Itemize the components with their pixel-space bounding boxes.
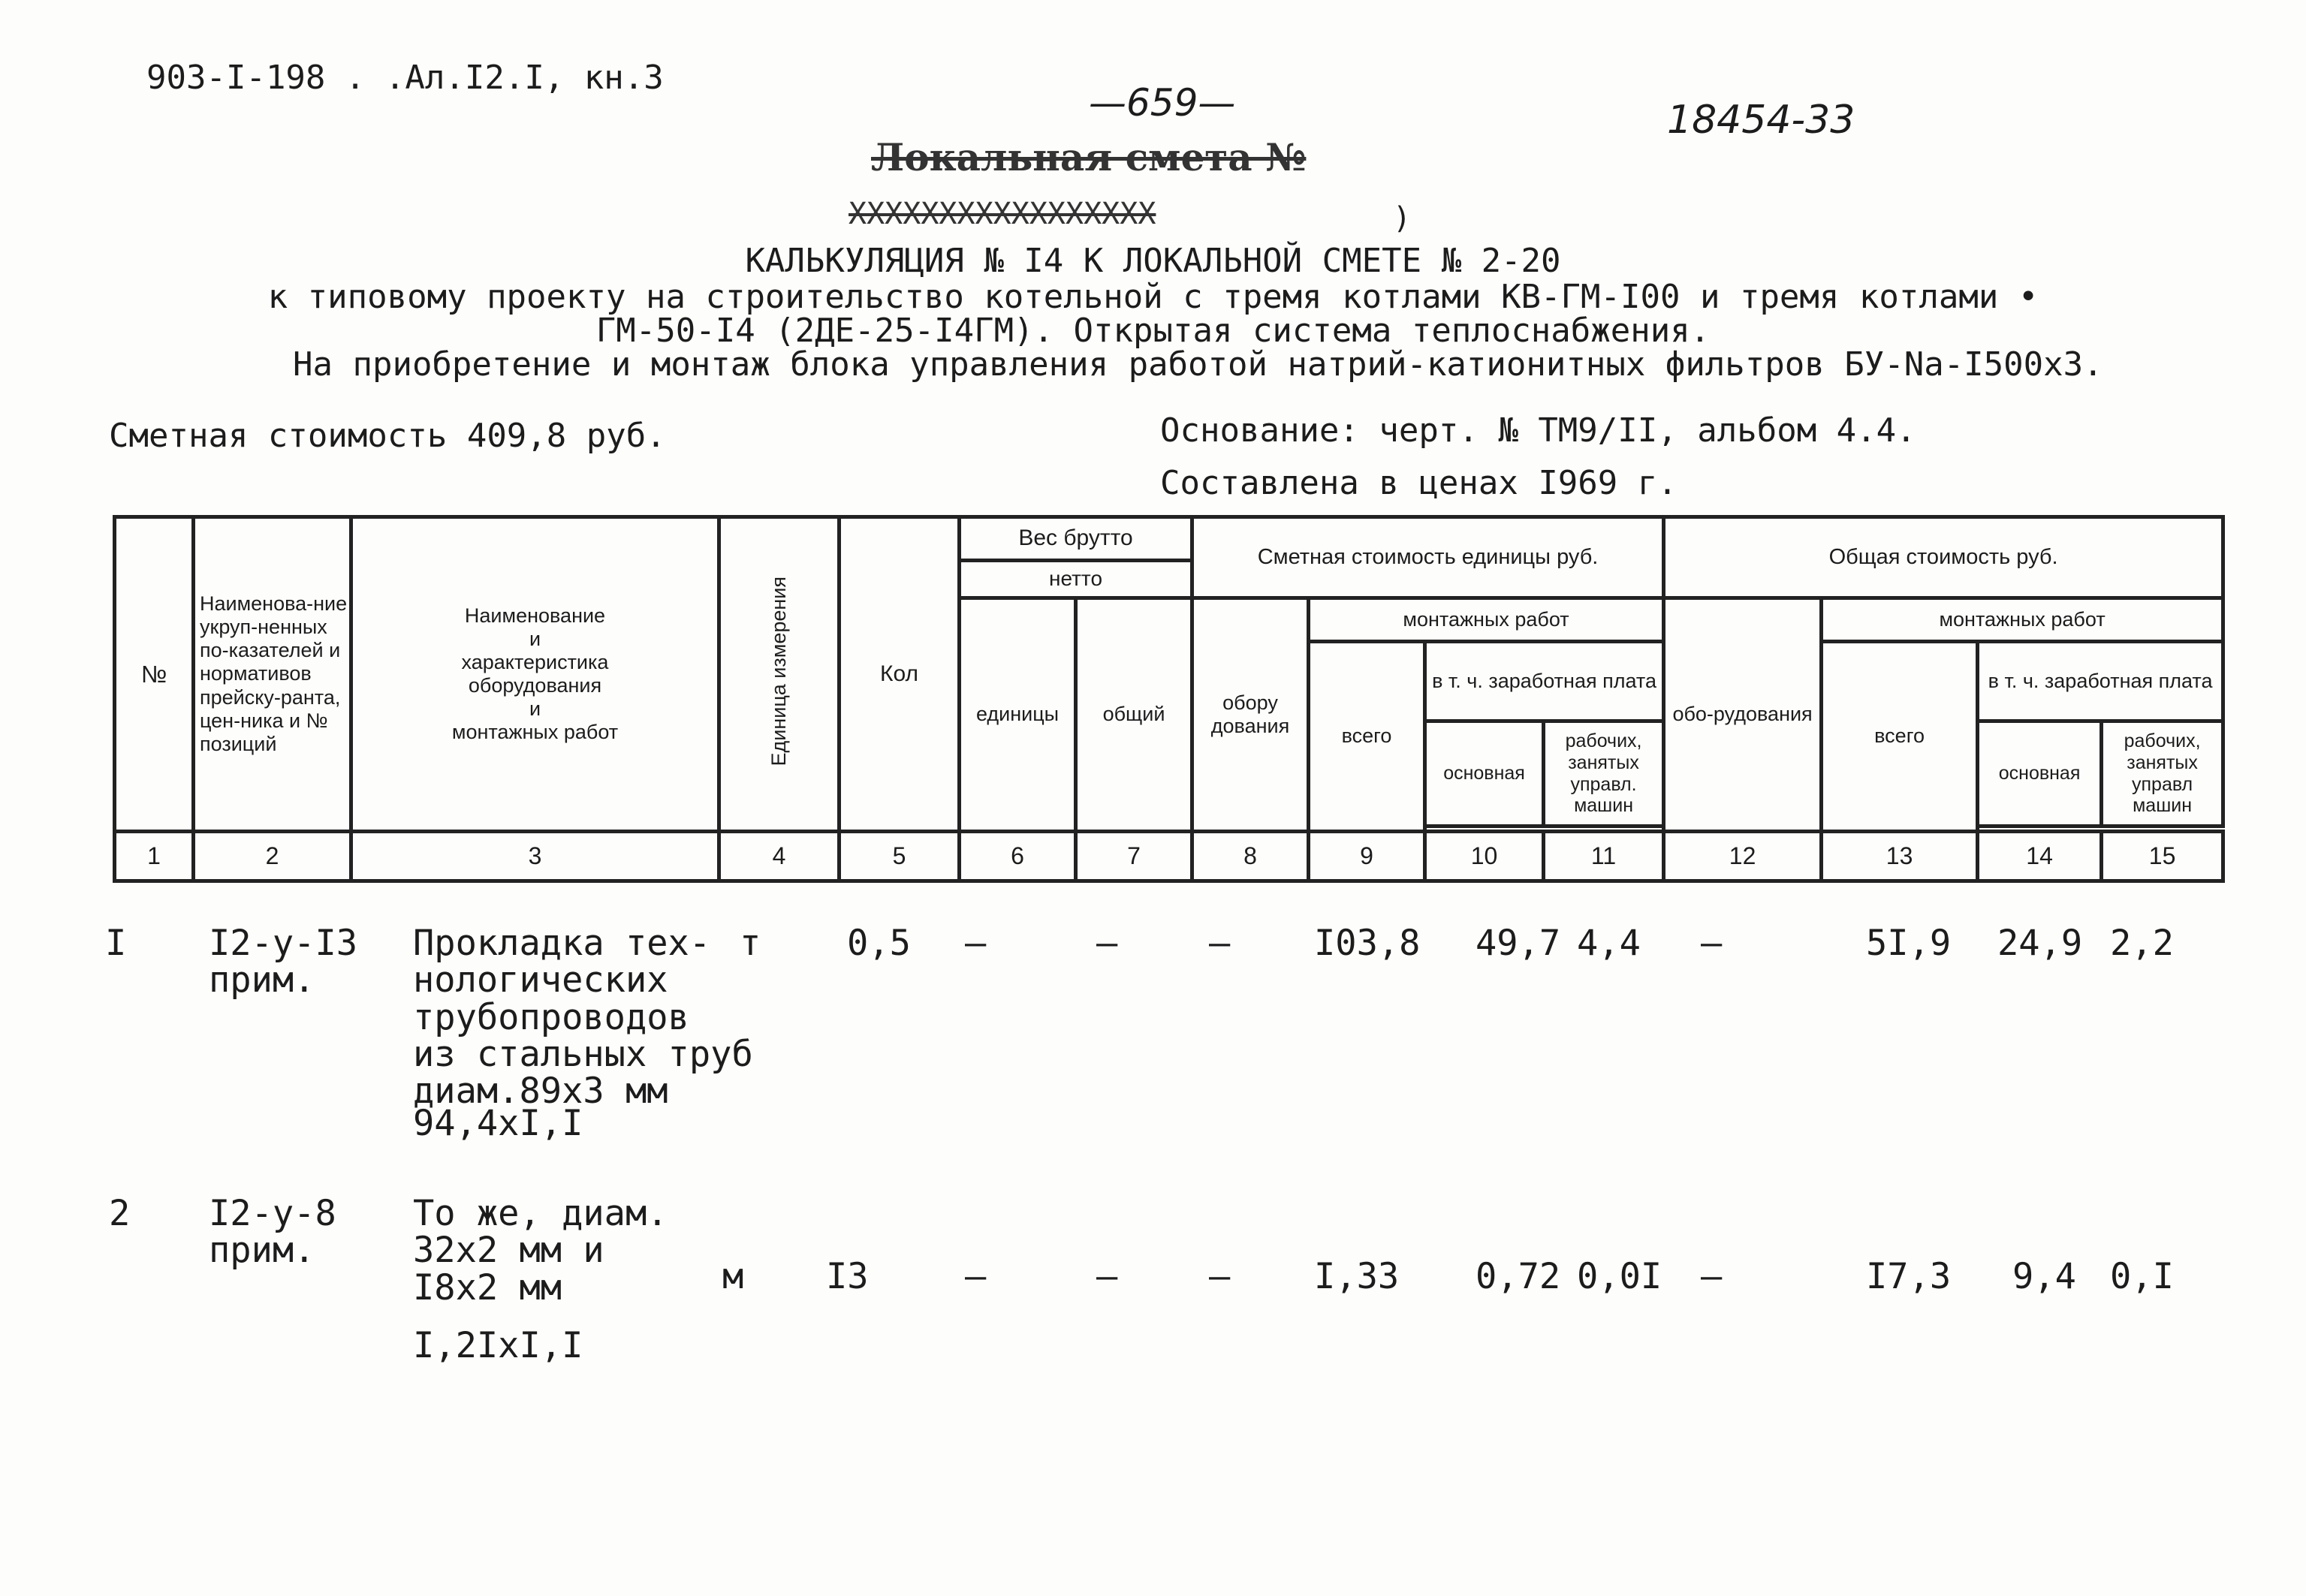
col-number: 7	[1076, 832, 1192, 881]
row-total-total: I7,3	[1866, 1256, 1952, 1297]
header-qty: Кол	[840, 517, 960, 832]
header-weight-net: нетто	[960, 561, 1192, 598]
row-unit-equipment: –	[1209, 923, 1231, 964]
basis-reference: Основание: черт. № ТМ9/II, альбом 4.4.	[1160, 411, 1916, 450]
row-unit-equipment: –	[1209, 1256, 1231, 1297]
header-unit-basic: основная	[1425, 721, 1544, 827]
header-unit-machine: рабочих, занятых управл. машин	[1544, 721, 1664, 827]
header-total-basic: основная	[1978, 721, 2102, 827]
col-number: 8	[1192, 832, 1309, 881]
row-total-total: 5I,9	[1866, 923, 1952, 964]
row-unit-machine: 4,4	[1577, 923, 1641, 964]
row-unit-basic: 49,7	[1476, 923, 1561, 964]
page-number: —659—	[1089, 81, 1236, 125]
stamp-number: 18454-33	[1667, 98, 1855, 143]
row-weight-unit: –	[965, 1256, 987, 1297]
compiled-prices: Составлена в ценах I969 г.	[1160, 464, 1678, 502]
header-norms: Наименова-ние укруп-ненных по-казателей и нормативов прейску-ранта, цен-ника и № позиций	[194, 517, 351, 832]
col-number: 11	[1544, 832, 1664, 881]
row-unit-machine: 0,0I	[1577, 1256, 1662, 1297]
col-number: 12	[1664, 832, 1822, 881]
row-unit: м	[722, 1256, 744, 1297]
header-desc-line: характеристика	[461, 650, 609, 673]
row-unit-total: I,33	[1314, 1256, 1400, 1297]
header-description	[351, 517, 719, 832]
row-total-equipment: –	[1701, 1256, 1723, 1297]
header-desc-line: и	[529, 627, 541, 650]
row-no: 2	[109, 1193, 131, 1234]
estimate-table-header	[113, 515, 2221, 883]
col-number: 10	[1425, 832, 1544, 881]
struck-title: Локальная смета №	[871, 135, 1307, 179]
row-code: I2-у-I3 прим.	[209, 923, 358, 1001]
header-desc-line: монтажных работ	[451, 721, 619, 744]
col-number: 5	[840, 832, 960, 881]
row-formula: I,2IхI,I	[413, 1325, 583, 1366]
header-unit-incl: в т. ч. заработная плата	[1425, 642, 1664, 721]
row-qty: I3	[826, 1256, 869, 1297]
header-total-equipment: обо-рудования	[1664, 598, 1822, 832]
header-unit-total: всего	[1309, 642, 1425, 832]
col-number: 1	[115, 832, 194, 881]
row-weight-total: –	[1096, 923, 1118, 964]
row-total-machine: 0,I	[2110, 1256, 2174, 1297]
header-weight-gross: Вес брутто	[960, 517, 1192, 561]
row-total-basic: 24,9	[1997, 923, 2083, 964]
header-unit-label: Единица измерения	[767, 577, 790, 766]
col-number: 13	[1822, 832, 1978, 881]
subtitle-line-2: ГМ-50-I4 (2ДЕ-25-I4ГМ). Открытая система теплоснабжения.	[595, 312, 1711, 350]
header-desc-line: Наименование	[464, 604, 606, 627]
header-weight-total: общий	[1076, 598, 1192, 832]
header-unit-cost: Сметная стоимость единицы руб.	[1192, 517, 1664, 598]
header-total-total: всего	[1822, 642, 1978, 832]
bracket-mark: )	[1393, 201, 1412, 236]
row-formula: 94,4хI,I	[413, 1103, 583, 1144]
row-total-machine: 2,2	[2110, 923, 2174, 964]
row-no: I	[105, 923, 127, 964]
header-desc-line: и	[529, 697, 541, 721]
header-weight-unit: единицы	[960, 598, 1076, 832]
row-qty: 0,5	[847, 923, 911, 964]
header-unit-install: монтажных работ	[1309, 598, 1664, 642]
header-unit-equipment: обору дования	[1192, 598, 1309, 832]
row-unit-basic: 0,72	[1476, 1256, 1561, 1297]
row-weight-unit: –	[965, 923, 987, 964]
row-unit: т	[740, 923, 761, 964]
header-desc-line: оборудования	[468, 674, 602, 697]
row-weight-total: –	[1096, 1256, 1118, 1297]
subtitle-line-3: На приобретение и монтаж блока управления работой натрий-катионитных фильтров БУ-Na-I500х3.	[293, 345, 2103, 384]
struck-line: ХХХХХХХХХХХХХХХХХ	[849, 197, 1156, 231]
col-number: 9	[1309, 832, 1425, 881]
row-description: То же, диам. 32х2 мм и I8х2 мм	[413, 1193, 668, 1308]
row-total-basic: 9,4	[2012, 1256, 2076, 1297]
header-total-incl: в т. ч. заработная плата	[1978, 642, 2223, 721]
col-number: 6	[960, 832, 1076, 881]
calculation-title: КАЛЬКУЛЯЦИЯ № I4 К ЛОКАЛЬНОЙ СМЕТЕ № 2-20	[745, 242, 1561, 280]
col-number: 14	[1978, 832, 2102, 881]
col-number: 4	[719, 832, 840, 881]
col-number: 2	[194, 832, 351, 881]
header-total-machine: рабочих, занятых управл машин	[2102, 721, 2223, 827]
header-total-cost: Общая стоимость руб.	[1664, 517, 2223, 598]
row-unit-total: I03,8	[1314, 923, 1421, 964]
subtitle-line-1: к типовому проекту на строительство котельной с тремя котлами КВ-ГМ-I00 и тремя котлами •	[267, 278, 2039, 316]
col-number: 15	[2102, 832, 2223, 881]
header-unit	[719, 517, 840, 832]
header-no: №	[115, 517, 194, 832]
col-number: 3	[351, 832, 719, 881]
row-description: Прокладка тех- нологических трубопроводов из стальных труб диам.89х3 мм	[413, 923, 753, 1113]
document-code: 903-I-198 . .Ал.I2.I, кн.3	[146, 59, 664, 97]
row-code: I2-у-8 прим.	[209, 1193, 336, 1272]
row-total-equipment: –	[1701, 923, 1723, 964]
estimated-cost: Сметная стоимость 409,8 руб.	[109, 417, 666, 455]
header-total-install: монтажных работ	[1822, 598, 2223, 642]
